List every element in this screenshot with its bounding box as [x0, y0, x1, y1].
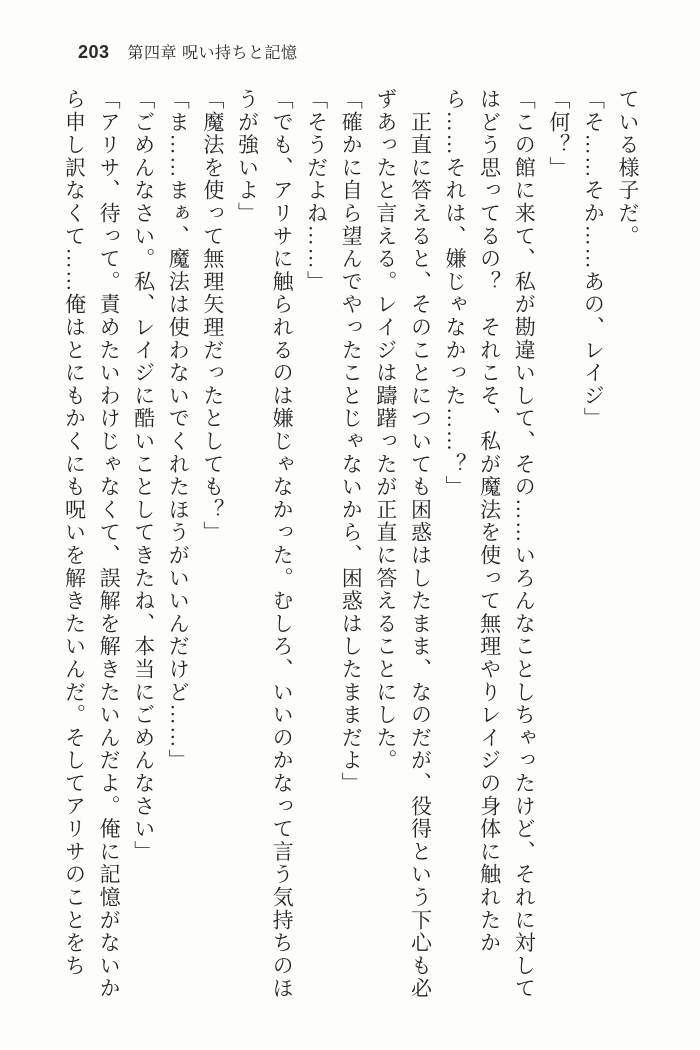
paragraph-line: ている様子だ。 [616, 88, 640, 248]
paragraph-line: 「魔法を使って無理矢理だったとしても？」 [200, 88, 225, 544]
paragraph-line: 「アリサ、待って。責めたいわけじゃなくて、誤解を解きたいんだよ。俺に記憶がないから申し訳なくて……俺はとにもかくにも呪いを解きたいんだ。そしてアリサのことをち [62, 88, 122, 1000]
paragraph-line: 「ごめんなさい。私、レイジに酷いことしてきたね、本当にごめんなさい」 [131, 88, 156, 864]
vertical-body-text [57, 88, 645, 1004]
page-number: 203 [78, 42, 110, 62]
chapter-title: 第四章 呪い持ちと記憶 [127, 45, 298, 62]
paragraph-line: 「そ……そか……あの、レイジ」 [581, 88, 606, 430]
paragraph-line: 「そうだよね……」 [304, 88, 329, 294]
paragraph-line: 「でも、アリサに触られるのは嫌じゃなかった。むしろ、いいのかなって言う気持ちのほうが強いよ」 [235, 88, 295, 1000]
paragraph-line: 「何？」 [546, 88, 571, 180]
paragraph-line: 正直に答えると、そのことについても困惑はしたまま、なのだが、役得という下心も必ずあったと言える。レイジは躊躇ったが正直に答えることにした。 [373, 88, 433, 1000]
running-header [78, 40, 298, 63]
paragraph-line: 「ま……まぁ、魔法は使わないでくれたほうがいいんだけど……」 [166, 88, 191, 772]
paragraph-line: 「この館に来て、私が勘違いして、その……いろんなことしちゃったけど、それに対してはどう思ってるの？ それこそ、私が魔法を使って無理やりレイジの身体に触れたから……それは、嫌じゃなかった……？」 [443, 88, 537, 1000]
paragraph-line: 「確かに自ら望んでやったことじゃないから、困惑はしたままだよ」 [339, 88, 364, 795]
